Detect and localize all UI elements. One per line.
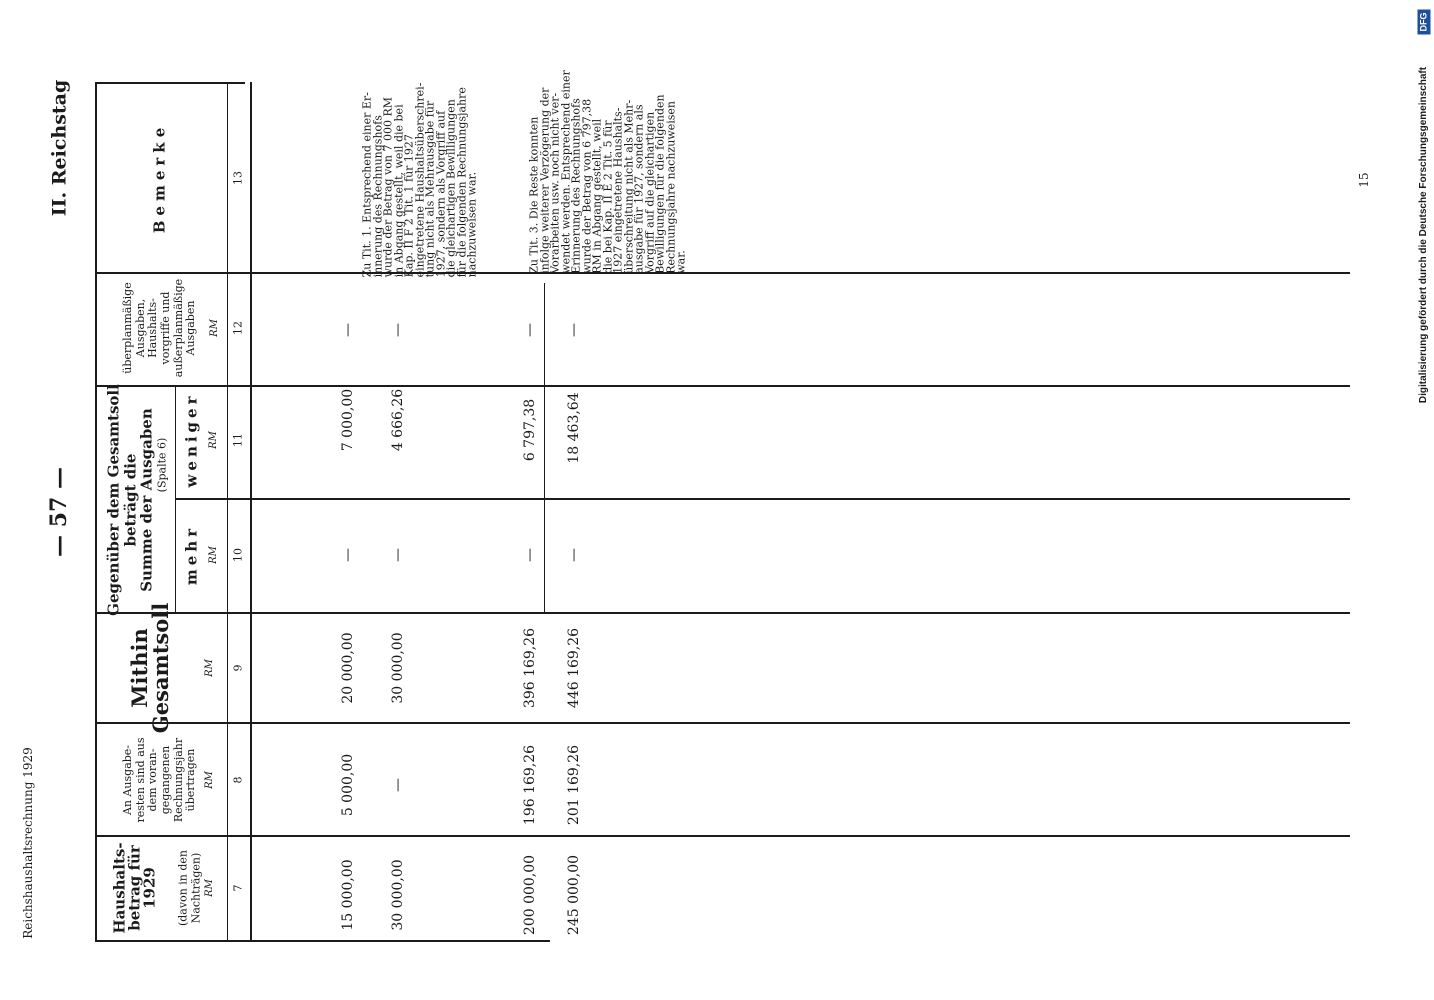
page-number: — 57 — bbox=[46, 467, 72, 557]
unit-col11: RM bbox=[208, 431, 219, 449]
footer-right: 15 bbox=[1357, 172, 1371, 188]
unit-col9: RM bbox=[204, 659, 215, 677]
sidebar-credit: Digitalisierung gefördert durch die Deutsche Forschungsgemeinschaft bbox=[1418, 66, 1429, 404]
remark-tit-1: Zu Tit. 1. Entsprechend einer Er- innerung des Rechnungshofs wurde der Betrag von 7 000 RM in Abgang gestellt, weil die bei Kap. II F 2 Tit. 1 für 1927 eingetretene Haushaltsüberschrei- tung nicht als Mehrausgabe für 1927, sondern als Vorgriff auf die gleichartigen Bewilligungen für die folgenden Rechnungsjahre nachzuweisen war. bbox=[360, 82, 479, 278]
colnum-9: 9 bbox=[231, 664, 245, 672]
row1-col7: 15 000,00 bbox=[340, 859, 356, 931]
sep-9-8 bbox=[95, 722, 1350, 724]
row2-col12: — bbox=[390, 323, 406, 337]
unit-col7: RM bbox=[204, 879, 215, 897]
row3-col10: — bbox=[522, 548, 538, 562]
header-group-10-11: Gegenüber dem Gesamtsoll beträgt die Summe der Ausgaben bbox=[104, 384, 156, 616]
row2-col11: 4 666,26 bbox=[390, 388, 406, 452]
colnum-13: 13 bbox=[231, 171, 245, 185]
table-edge-top bbox=[95, 82, 97, 942]
dfg-logo: DFG bbox=[1418, 10, 1431, 35]
row2-col10: — bbox=[390, 548, 406, 562]
unit-col12: RM bbox=[209, 319, 220, 337]
total-col10: — bbox=[566, 548, 582, 562]
header-divider bbox=[250, 82, 252, 942]
colnum-8: 8 bbox=[231, 776, 245, 784]
row1-col8: 5 000,00 bbox=[340, 753, 356, 817]
header-col10: mehr bbox=[182, 524, 201, 586]
row3-col7: 200 000,00 bbox=[522, 854, 538, 936]
row1-col11: 7 000,00 bbox=[340, 388, 356, 452]
sep-8-7 bbox=[95, 835, 1350, 837]
section-title: II. Reichstag bbox=[48, 79, 71, 217]
total-col8: 201 169,26 bbox=[566, 744, 582, 826]
row3-col9: 396 169,26 bbox=[522, 627, 538, 709]
row1-col12: — bbox=[340, 323, 356, 337]
remark-tit-3: Zu Tit. 3. Die Reste konnten infolge weiterer Verzögerung der Vorarbeiten usw. noch nicht ver- wendet werden. Entsprechend einer Erinnerung des Rechnungshofs wurde der Betrag von 6 797,38 RM in Abgang gestellt, weil die bei Kap. II E 2 Tit. 5 für 1927 eingetretene Haushalts- überschreitung nicht als Mehr- ausgabe für 1927, sondern als Vorgriff auf die gleichartigen Bewilligungen für die folgenden Rechnungsjahre nachzuweisen war. bbox=[527, 70, 688, 274]
header-col7-sub: (davon in den Nachträgen) bbox=[176, 849, 202, 927]
header-col13: Bemerke bbox=[150, 122, 169, 234]
row3-col8: 196 169,26 bbox=[522, 744, 538, 826]
row1-col10: — bbox=[340, 548, 356, 562]
total-divider bbox=[544, 283, 545, 613]
header-col11: weniger bbox=[182, 392, 201, 488]
sep-13-12 bbox=[95, 272, 1350, 274]
row2-col8: — bbox=[390, 778, 406, 792]
header-group-sub: (Spalte 6) bbox=[155, 437, 169, 493]
header-col8: An Ausgabe- resten sind aus dem voran- gegangenen Rechnungsjahr übertragen bbox=[121, 737, 198, 823]
total-col9: 446 169,26 bbox=[566, 627, 582, 709]
sep-11-10 bbox=[175, 498, 1350, 500]
sep-12-11 bbox=[95, 385, 1350, 387]
header-col9: Mithin Gesamtsoll bbox=[127, 602, 173, 734]
row1-col9: 20 000,00 bbox=[340, 632, 356, 704]
total-col7: 245 000,00 bbox=[566, 854, 582, 936]
colnum-11: 11 bbox=[231, 433, 245, 447]
header-col7: Haushalts- betrag für 1929 bbox=[110, 842, 159, 934]
row2-col7: 30 000,00 bbox=[390, 859, 406, 931]
row3-col12: — bbox=[522, 323, 538, 337]
footer-left: Reichshaushaltsrechnung 1929 bbox=[21, 747, 35, 939]
sep-10-9 bbox=[95, 612, 1350, 614]
total-col11: 18 463,64 bbox=[566, 392, 582, 464]
colnum-12: 12 bbox=[231, 321, 245, 335]
group-sub-divider bbox=[175, 387, 176, 613]
unit-col10: RM bbox=[208, 546, 219, 564]
number-row-divider bbox=[227, 82, 228, 942]
colnum-7: 7 bbox=[231, 884, 245, 892]
total-col12: — bbox=[566, 323, 582, 337]
row2-col9: 30 000,00 bbox=[390, 632, 406, 704]
unit-col8: RM bbox=[204, 771, 215, 789]
col7-edge bbox=[95, 940, 550, 942]
header-col12: überplanmäßige Ausgaben, Haushalts- vorgriffe und außerplanmäßige Ausgaben bbox=[121, 278, 198, 378]
colnum-10: 10 bbox=[231, 548, 245, 562]
col13-edge bbox=[95, 82, 245, 84]
row3-col11: 6 797,38 bbox=[522, 398, 538, 462]
